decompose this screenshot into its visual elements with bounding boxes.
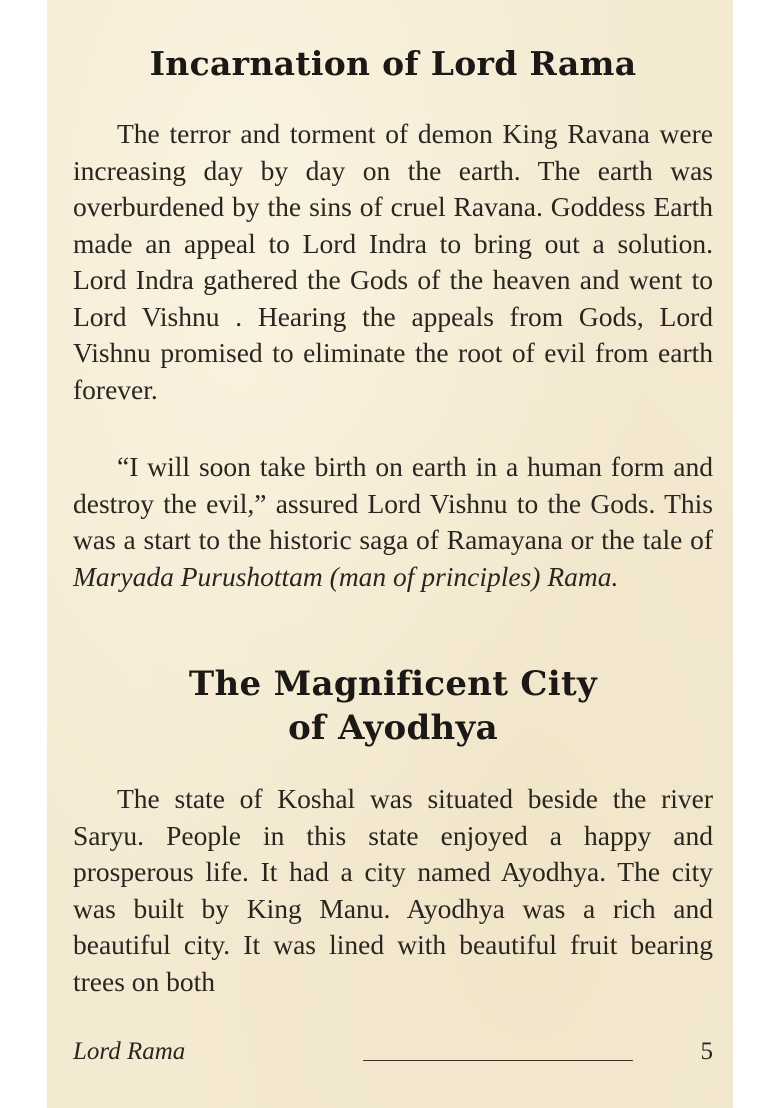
paragraph-ravana-terror: The terror and torment of demon King Ravana were increasing day by day on the earth. The earth was overburdened by the sins of cruel Ravana. Goddess Earth made an appeal to Lord Indra to bring out a solution. Lord Indra gathered the Gods of the heaven and went to Lord Vishnu . Hearing the appeals from Gods, Lord Vishnu promised to eliminate the root of evil from earth forever. [73, 118, 713, 405]
footer-book-title: Lord Rama [73, 1038, 186, 1065]
section-heading-incarnation: Incarnation of Lord Rama [149, 44, 637, 83]
paragraph-koshal-state: The state of Koshal was situated beside the river Saryu. People in this state enjoyed a happy and prosperous life. It had a city named Ayodhya. The city was built by King Manu. Ayodhya was a rich and beautiful city. It was lined with beautiful fruit bearing trees on both [73, 783, 713, 997]
paragraph-vishnu-promise [73, 449, 713, 595]
section-heading-ayodhya-line1: The Magnificent City [188, 664, 598, 704]
section-heading-ayodhya-line2: of Ayodhya [288, 708, 498, 748]
page-number: 5 [700, 1038, 713, 1065]
section-heading-ayodhya [73, 662, 713, 750]
page-footer [73, 1038, 713, 1074]
paragraph-vishnu-promise-text: “I will soon take birth on earth in a human form and destroy the evil,” assured Lord Vishnu to the Gods. This was a start to the historic saga of Ramayana or the tale of [73, 451, 713, 555]
book-page [47, 0, 733, 1108]
paragraph-vishnu-promise-italic: Maryada Purushottam (man of principles) Rama. [73, 560, 619, 592]
footer-divider [363, 1060, 633, 1061]
